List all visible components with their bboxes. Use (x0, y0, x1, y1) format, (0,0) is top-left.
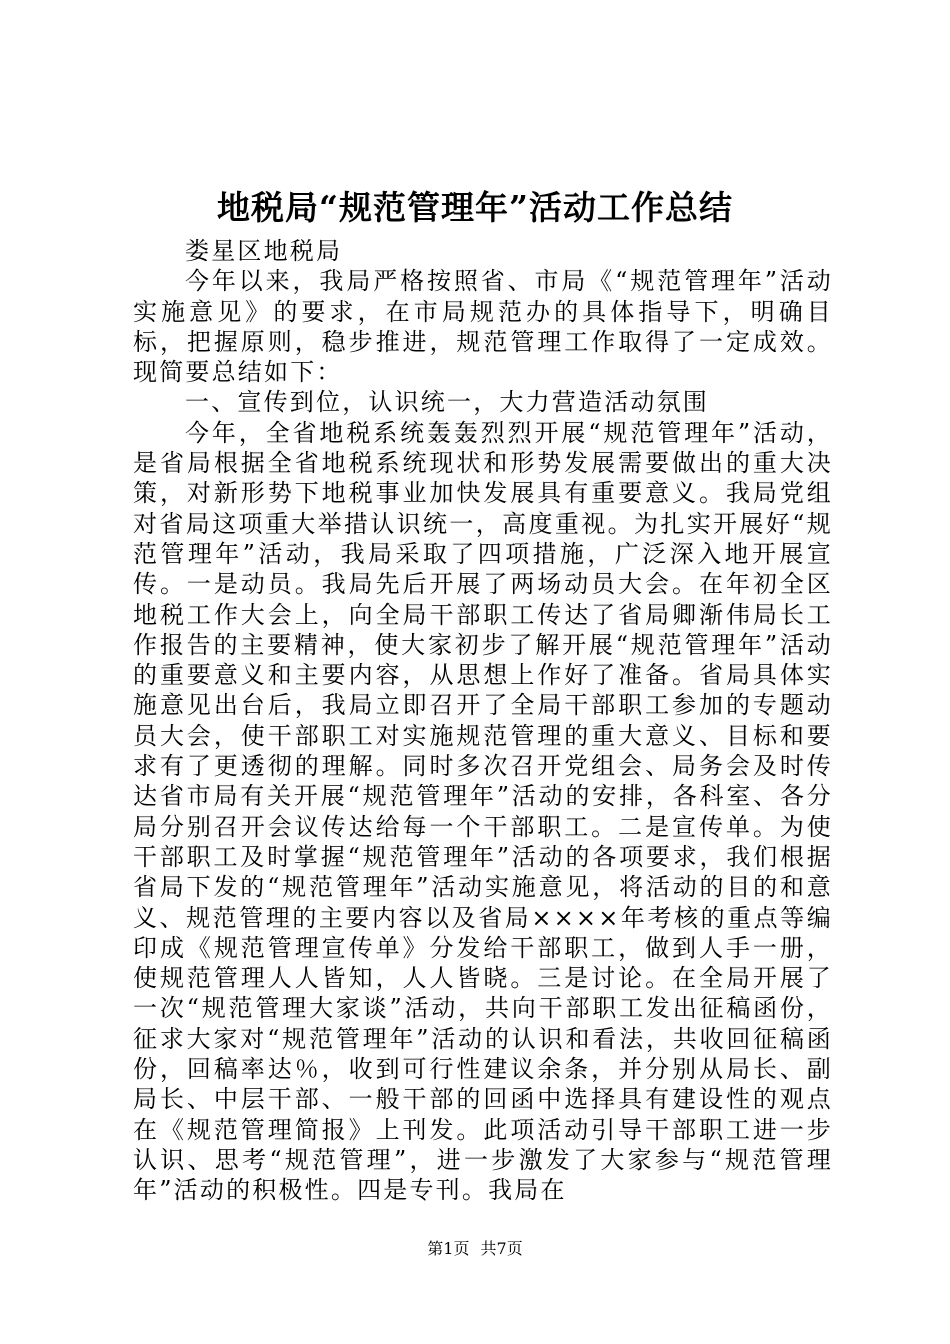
paragraph-intro: 今年以来，我局严格按照省、市局《“规范管理年”活动实施意见》的要求，在市局规范办的具体指导下，明确目标，把握原则，稳步推进，规范管理工作取得了一定成效。现简要总结如下： (133, 267, 833, 387)
author-line: 娄星区地税局 (185, 237, 343, 265)
page-total: 共7页 (480, 1239, 523, 1258)
page-number: 第1页 (427, 1239, 470, 1258)
page-footer (0, 1238, 950, 1260)
paragraph-section-1: 今年，全省地税系统轰轰烈烈开展“规范管理年”活动，是省局根据全省地税系统现状和形势发展需要做出的重大决策，对新形势下地税事业加快发展具有重要意义。我局党组对省局这项重大举措认识统一，高度重视。为扎实开展好“规范管理年”活动，我局采取了四项措施，广泛深入地开展宣传。一是动员。我局先后开展了两场动员大会。在年初全区地税工作大会上，向全局干部职工传达了省局卿渐伟局长工作报告的主要精神，使大家初步了解开展“规范管理年”活动的重要意义和主要内容，从思想上作好了准备。省局具体实施意见出台后，我局立即召开了全局干部职工参加的专题动员大会，使干部职工对实施规范管理的重大意义、目标和要求有了更透彻的理解。同时多次召开党组会、局务会及时传达省市局有关开展“规范管理年”活动的安排，各科室、各分局分别召开会议传达给每一个干部职工。二是宣传单。为使干部职工及时掌握“规范管理年”活动的各项要求，我们根据省局下发的“规范管理年”活动实施意见，将活动的目的和意义、规范管理的主要内容以及省局××××年考核的重点等编印成《规范管理宣传单》分发给干部职工，做到人手一册，使规范管理人人皆知，人人皆晓。三是讨论。在全局开展了一次“规范管理大家谈”活动，共向干部职工发出征稿函份，征求大家对“规范管理年”活动的认识和看法，共收回征稿函份，回稿率达％，收到可行性建议余条，并分别从局长、副局长、中层干部、一般干部的回函中选择具有建设性的观点在《规范管理简报》上刊发。此项活动引导干部职工进一步认识、思考“规范管理”，进一步激发了大家参与“规范管理年”活动的积极性。四是专刊。我局在 (133, 418, 833, 1205)
document-body (133, 236, 833, 1206)
section-heading-1: 一、宣传到位，认识统一，大力营造活动氛围 (185, 388, 709, 417)
document-title: 地税局“规范管理年”活动工作总结 (217, 188, 733, 227)
